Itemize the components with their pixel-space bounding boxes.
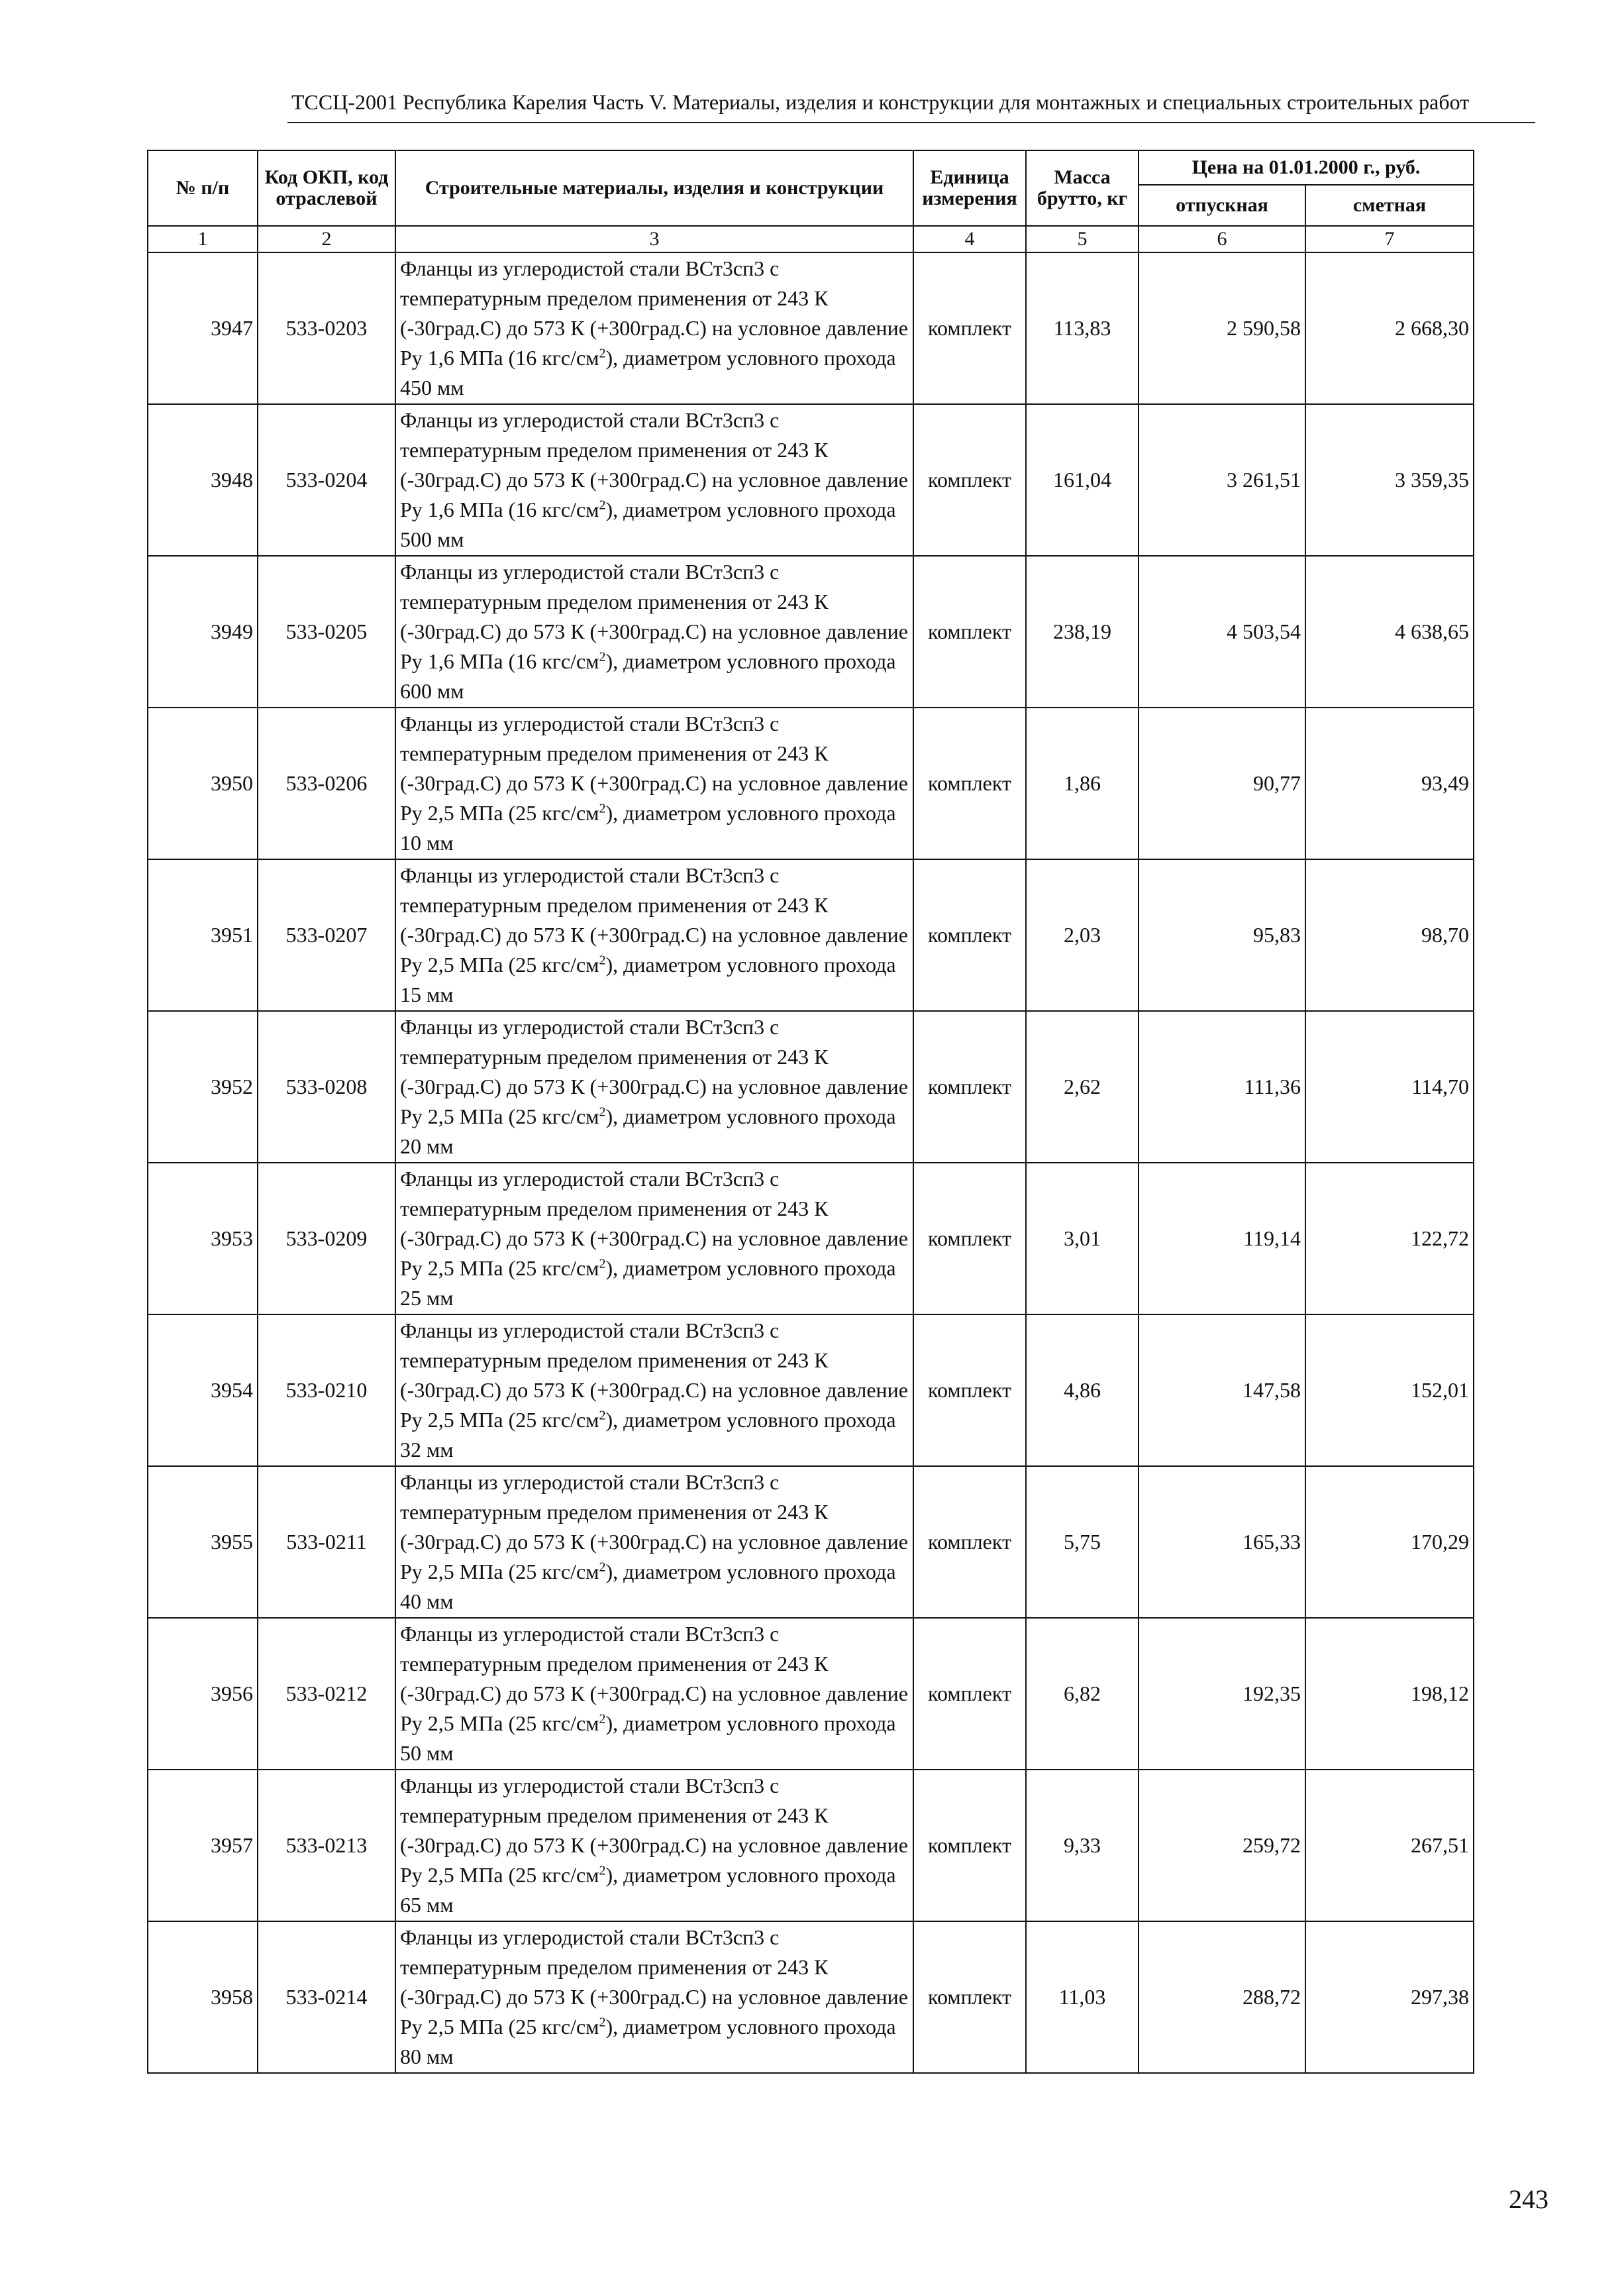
table-header-row	[148, 150, 1474, 185]
row-price-sale: 90,77	[1139, 708, 1305, 859]
row-price-estimate: 297,38	[1305, 1921, 1474, 2073]
row-description	[395, 1314, 913, 1466]
table-row	[148, 859, 1474, 1011]
row-description-tail: ), диаметром условного прохода 80 мм	[400, 2015, 896, 2068]
row-description-superscript: 2	[599, 1711, 606, 1727]
table-row	[148, 1921, 1474, 2073]
document-header: ТССЦ-2001 Республика Карелия Часть V. Материалы, изделия и конструкции для монтажных и специальных строительных работ	[291, 90, 1470, 114]
row-number: 3955	[148, 1466, 258, 1618]
row-price-estimate: 3 359,35	[1305, 404, 1474, 556]
col-header-price-sale: отпускная	[1139, 185, 1305, 226]
row-description-tail: ), диаметром условного прохода 500 мм	[400, 498, 896, 551]
row-description-tail: ), диаметром условного прохода 600 мм	[400, 649, 896, 703]
row-description-superscript: 2	[599, 1863, 606, 1878]
col-header-name: Строительные материалы, изделия и конструкции	[395, 150, 913, 226]
row-description-text: Фланцы из углеродистой стали ВСт3сп3 с температурным пределом применения от 243 К (-30град.С) до 573 К (+300град.С) на условное давление Ру 2,5 МПа (25 кгс/см	[400, 712, 908, 825]
row-mass: 161,04	[1026, 404, 1139, 556]
col-number: 7	[1305, 226, 1474, 252]
row-number: 3953	[148, 1163, 258, 1314]
row-description	[395, 1618, 913, 1770]
row-description-superscript: 2	[599, 1560, 606, 1575]
col-header-code: Код ОКП, код отраслевой	[258, 150, 395, 226]
row-description	[395, 556, 913, 708]
row-description	[395, 1770, 913, 1921]
row-description-text: Фланцы из углеродистой стали ВСт3сп3 с температурным пределом применения от 243 К (-30град.С) до 573 К (+300град.С) на условное давление Ру 2,5 МПа (25 кгс/см	[400, 1015, 908, 1128]
col-number: 5	[1026, 226, 1139, 252]
table-row	[148, 1770, 1474, 1921]
column-number-row	[148, 226, 1474, 252]
row-unit: комплект	[913, 1921, 1026, 2073]
price-table	[147, 150, 1474, 2074]
col-header-num: № п/п	[148, 150, 258, 226]
table-row	[148, 556, 1474, 708]
table-row	[148, 1314, 1474, 1466]
row-number: 3951	[148, 859, 258, 1011]
row-description	[395, 1163, 913, 1314]
row-number: 3957	[148, 1770, 258, 1921]
row-description-tail: ), диаметром условного прохода 25 мм	[400, 1256, 896, 1310]
row-description-text: Фланцы из углеродистой стали ВСт3сп3 с температурным пределом применения от 243 К (-30град.С) до 573 К (+300град.С) на условное давление Ру 1,6 МПа (16 кгс/см	[400, 408, 908, 521]
row-code: 533-0204	[258, 404, 395, 556]
row-mass: 238,19	[1026, 556, 1139, 708]
row-description-tail: ), диаметром условного прохода 32 мм	[400, 1408, 896, 1462]
col-number: 6	[1139, 226, 1305, 252]
row-description-tail: ), диаметром условного прохода 50 мм	[400, 1711, 896, 1765]
table-row	[148, 252, 1474, 404]
col-header-mass: Масса брутто, кг	[1026, 150, 1139, 226]
row-description-tail: ), диаметром условного прохода 450 мм	[400, 346, 896, 399]
row-description-text: Фланцы из углеродистой стали ВСт3сп3 с температурным пределом применения от 243 К (-30град.С) до 573 К (+300град.С) на условное давление Ру 2,5 МПа (25 кгс/см	[400, 1167, 908, 1280]
row-unit: комплект	[913, 1466, 1026, 1618]
page-number: 243	[1509, 2184, 1548, 2214]
col-number: 2	[258, 226, 395, 252]
row-description	[395, 404, 913, 556]
row-price-estimate: 267,51	[1305, 1770, 1474, 1921]
row-code: 533-0207	[258, 859, 395, 1011]
table-row	[148, 1466, 1474, 1618]
row-code: 533-0209	[258, 1163, 395, 1314]
row-code: 533-0211	[258, 1466, 395, 1618]
row-number: 3952	[148, 1011, 258, 1163]
row-price-estimate: 152,01	[1305, 1314, 1474, 1466]
table-row	[148, 1618, 1474, 1770]
table-body	[148, 252, 1474, 2073]
row-description-text: Фланцы из углеродистой стали ВСт3сп3 с температурным пределом применения от 243 К (-30град.С) до 573 К (+300град.С) на условное давление Ру 2,5 МПа (25 кгс/см	[400, 863, 908, 977]
row-number: 3948	[148, 404, 258, 556]
row-mass: 113,83	[1026, 252, 1139, 404]
row-unit: комплект	[913, 556, 1026, 708]
row-mass: 5,75	[1026, 1466, 1139, 1618]
row-code: 533-0205	[258, 556, 395, 708]
row-price-sale: 147,58	[1139, 1314, 1305, 1466]
row-price-sale: 259,72	[1139, 1770, 1305, 1921]
row-price-estimate: 98,70	[1305, 859, 1474, 1011]
row-description	[395, 1011, 913, 1163]
table-row	[148, 1011, 1474, 1163]
row-unit: комплект	[913, 1011, 1026, 1163]
row-price-estimate: 170,29	[1305, 1466, 1474, 1618]
row-description-tail: ), диаметром условного прохода 65 мм	[400, 1863, 896, 1917]
row-description-tail: ), диаметром условного прохода 20 мм	[400, 1104, 896, 1158]
row-description-text: Фланцы из углеродистой стали ВСт3сп3 с температурным пределом применения от 243 К (-30град.С) до 573 К (+300град.С) на условное давление Ру 2,5 МПа (25 кгс/см	[400, 1925, 908, 2039]
row-unit: комплект	[913, 859, 1026, 1011]
row-price-estimate: 93,49	[1305, 708, 1474, 859]
row-description-superscript: 2	[599, 1256, 606, 1271]
row-number: 3949	[148, 556, 258, 708]
row-price-sale: 165,33	[1139, 1466, 1305, 1618]
row-unit: комплект	[913, 252, 1026, 404]
col-number: 1	[148, 226, 258, 252]
row-price-estimate: 4 638,65	[1305, 556, 1474, 708]
row-description-superscript: 2	[599, 1104, 606, 1120]
row-description-text: Фланцы из углеродистой стали ВСт3сп3 с температурным пределом применения от 243 К (-30град.С) до 573 К (+300град.С) на условное давление Ру 1,6 МПа (16 кгс/см	[400, 256, 908, 370]
row-code: 533-0203	[258, 252, 395, 404]
row-unit: комплект	[913, 404, 1026, 556]
row-description-superscript: 2	[599, 1408, 606, 1423]
row-description-superscript: 2	[599, 498, 606, 513]
row-price-sale: 3 261,51	[1139, 404, 1305, 556]
row-unit: комплект	[913, 708, 1026, 859]
row-description	[395, 708, 913, 859]
row-description-superscript: 2	[599, 801, 606, 816]
row-unit: комплект	[913, 1163, 1026, 1314]
col-header-price-group: Цена на 01.01.2000 г., руб.	[1139, 150, 1474, 185]
row-price-estimate: 2 668,30	[1305, 252, 1474, 404]
row-description	[395, 1921, 913, 2073]
row-description	[395, 252, 913, 404]
col-number: 3	[395, 226, 913, 252]
row-unit: комплект	[913, 1314, 1026, 1466]
row-price-sale: 119,14	[1139, 1163, 1305, 1314]
row-code: 533-0212	[258, 1618, 395, 1770]
table-row	[148, 404, 1474, 556]
row-price-sale: 4 503,54	[1139, 556, 1305, 708]
row-description-text: Фланцы из углеродистой стали ВСт3сп3 с температурным пределом применения от 243 К (-30град.С) до 573 К (+300град.С) на условное давление Ру 2,5 МПа (25 кгс/см	[400, 1318, 908, 1432]
table-row	[148, 1163, 1474, 1314]
row-description-tail: ), диаметром условного прохода 15 мм	[400, 953, 896, 1006]
row-code: 533-0213	[258, 1770, 395, 1921]
row-mass: 2,62	[1026, 1011, 1139, 1163]
table-row	[148, 708, 1474, 859]
row-description-text: Фланцы из углеродистой стали ВСт3сп3 с температурным пределом применения от 243 К (-30град.С) до 573 К (+300град.С) на условное давление Ру 1,6 МПа (16 кгс/см	[400, 560, 908, 673]
row-number: 3958	[148, 1921, 258, 2073]
row-description-text: Фланцы из углеродистой стали ВСт3сп3 с температурным пределом применения от 243 К (-30град.С) до 573 К (+300град.С) на условное давление Ру 2,5 МПа (25 кгс/см	[400, 1470, 908, 1583]
row-price-sale: 192,35	[1139, 1618, 1305, 1770]
row-mass: 11,03	[1026, 1921, 1139, 2073]
row-description-superscript: 2	[599, 953, 606, 968]
row-description	[395, 859, 913, 1011]
row-description-superscript: 2	[599, 2015, 606, 2030]
row-code: 533-0210	[258, 1314, 395, 1466]
row-price-sale: 288,72	[1139, 1921, 1305, 2073]
col-header-unit: Единица измерения	[913, 150, 1026, 226]
row-code: 533-0214	[258, 1921, 395, 2073]
row-description	[395, 1466, 913, 1618]
col-header-price-estimate: сметная	[1305, 185, 1474, 226]
row-description-superscript: 2	[599, 346, 606, 361]
row-price-estimate: 114,70	[1305, 1011, 1474, 1163]
row-number: 3956	[148, 1618, 258, 1770]
row-mass: 3,01	[1026, 1163, 1139, 1314]
row-number: 3950	[148, 708, 258, 859]
row-mass: 9,33	[1026, 1770, 1139, 1921]
row-mass: 4,86	[1026, 1314, 1139, 1466]
row-unit: комплект	[913, 1618, 1026, 1770]
row-price-estimate: 122,72	[1305, 1163, 1474, 1314]
row-number: 3954	[148, 1314, 258, 1466]
row-description-text: Фланцы из углеродистой стали ВСт3сп3 с температурным пределом применения от 243 К (-30град.С) до 573 К (+300град.С) на условное давление Ру 2,5 МПа (25 кгс/см	[400, 1622, 908, 1735]
row-description-superscript: 2	[599, 649, 606, 665]
row-mass: 6,82	[1026, 1618, 1139, 1770]
col-number: 4	[913, 226, 1026, 252]
row-mass: 2,03	[1026, 859, 1139, 1011]
row-price-estimate: 198,12	[1305, 1618, 1474, 1770]
row-price-sale: 111,36	[1139, 1011, 1305, 1163]
row-price-sale: 2 590,58	[1139, 252, 1305, 404]
row-unit: комплект	[913, 1770, 1026, 1921]
row-code: 533-0208	[258, 1011, 395, 1163]
row-description-tail: ), диаметром условного прохода 40 мм	[400, 1560, 896, 1613]
row-price-sale: 95,83	[1139, 859, 1305, 1011]
row-mass: 1,86	[1026, 708, 1139, 859]
row-code: 533-0206	[258, 708, 395, 859]
row-number: 3947	[148, 252, 258, 404]
row-description-tail: ), диаметром условного прохода 10 мм	[400, 801, 896, 855]
header-divider	[287, 122, 1535, 123]
row-description-text: Фланцы из углеродистой стали ВСт3сп3 с температурным пределом применения от 243 К (-30град.С) до 573 К (+300град.С) на условное давление Ру 2,5 МПа (25 кгс/см	[400, 1774, 908, 1887]
